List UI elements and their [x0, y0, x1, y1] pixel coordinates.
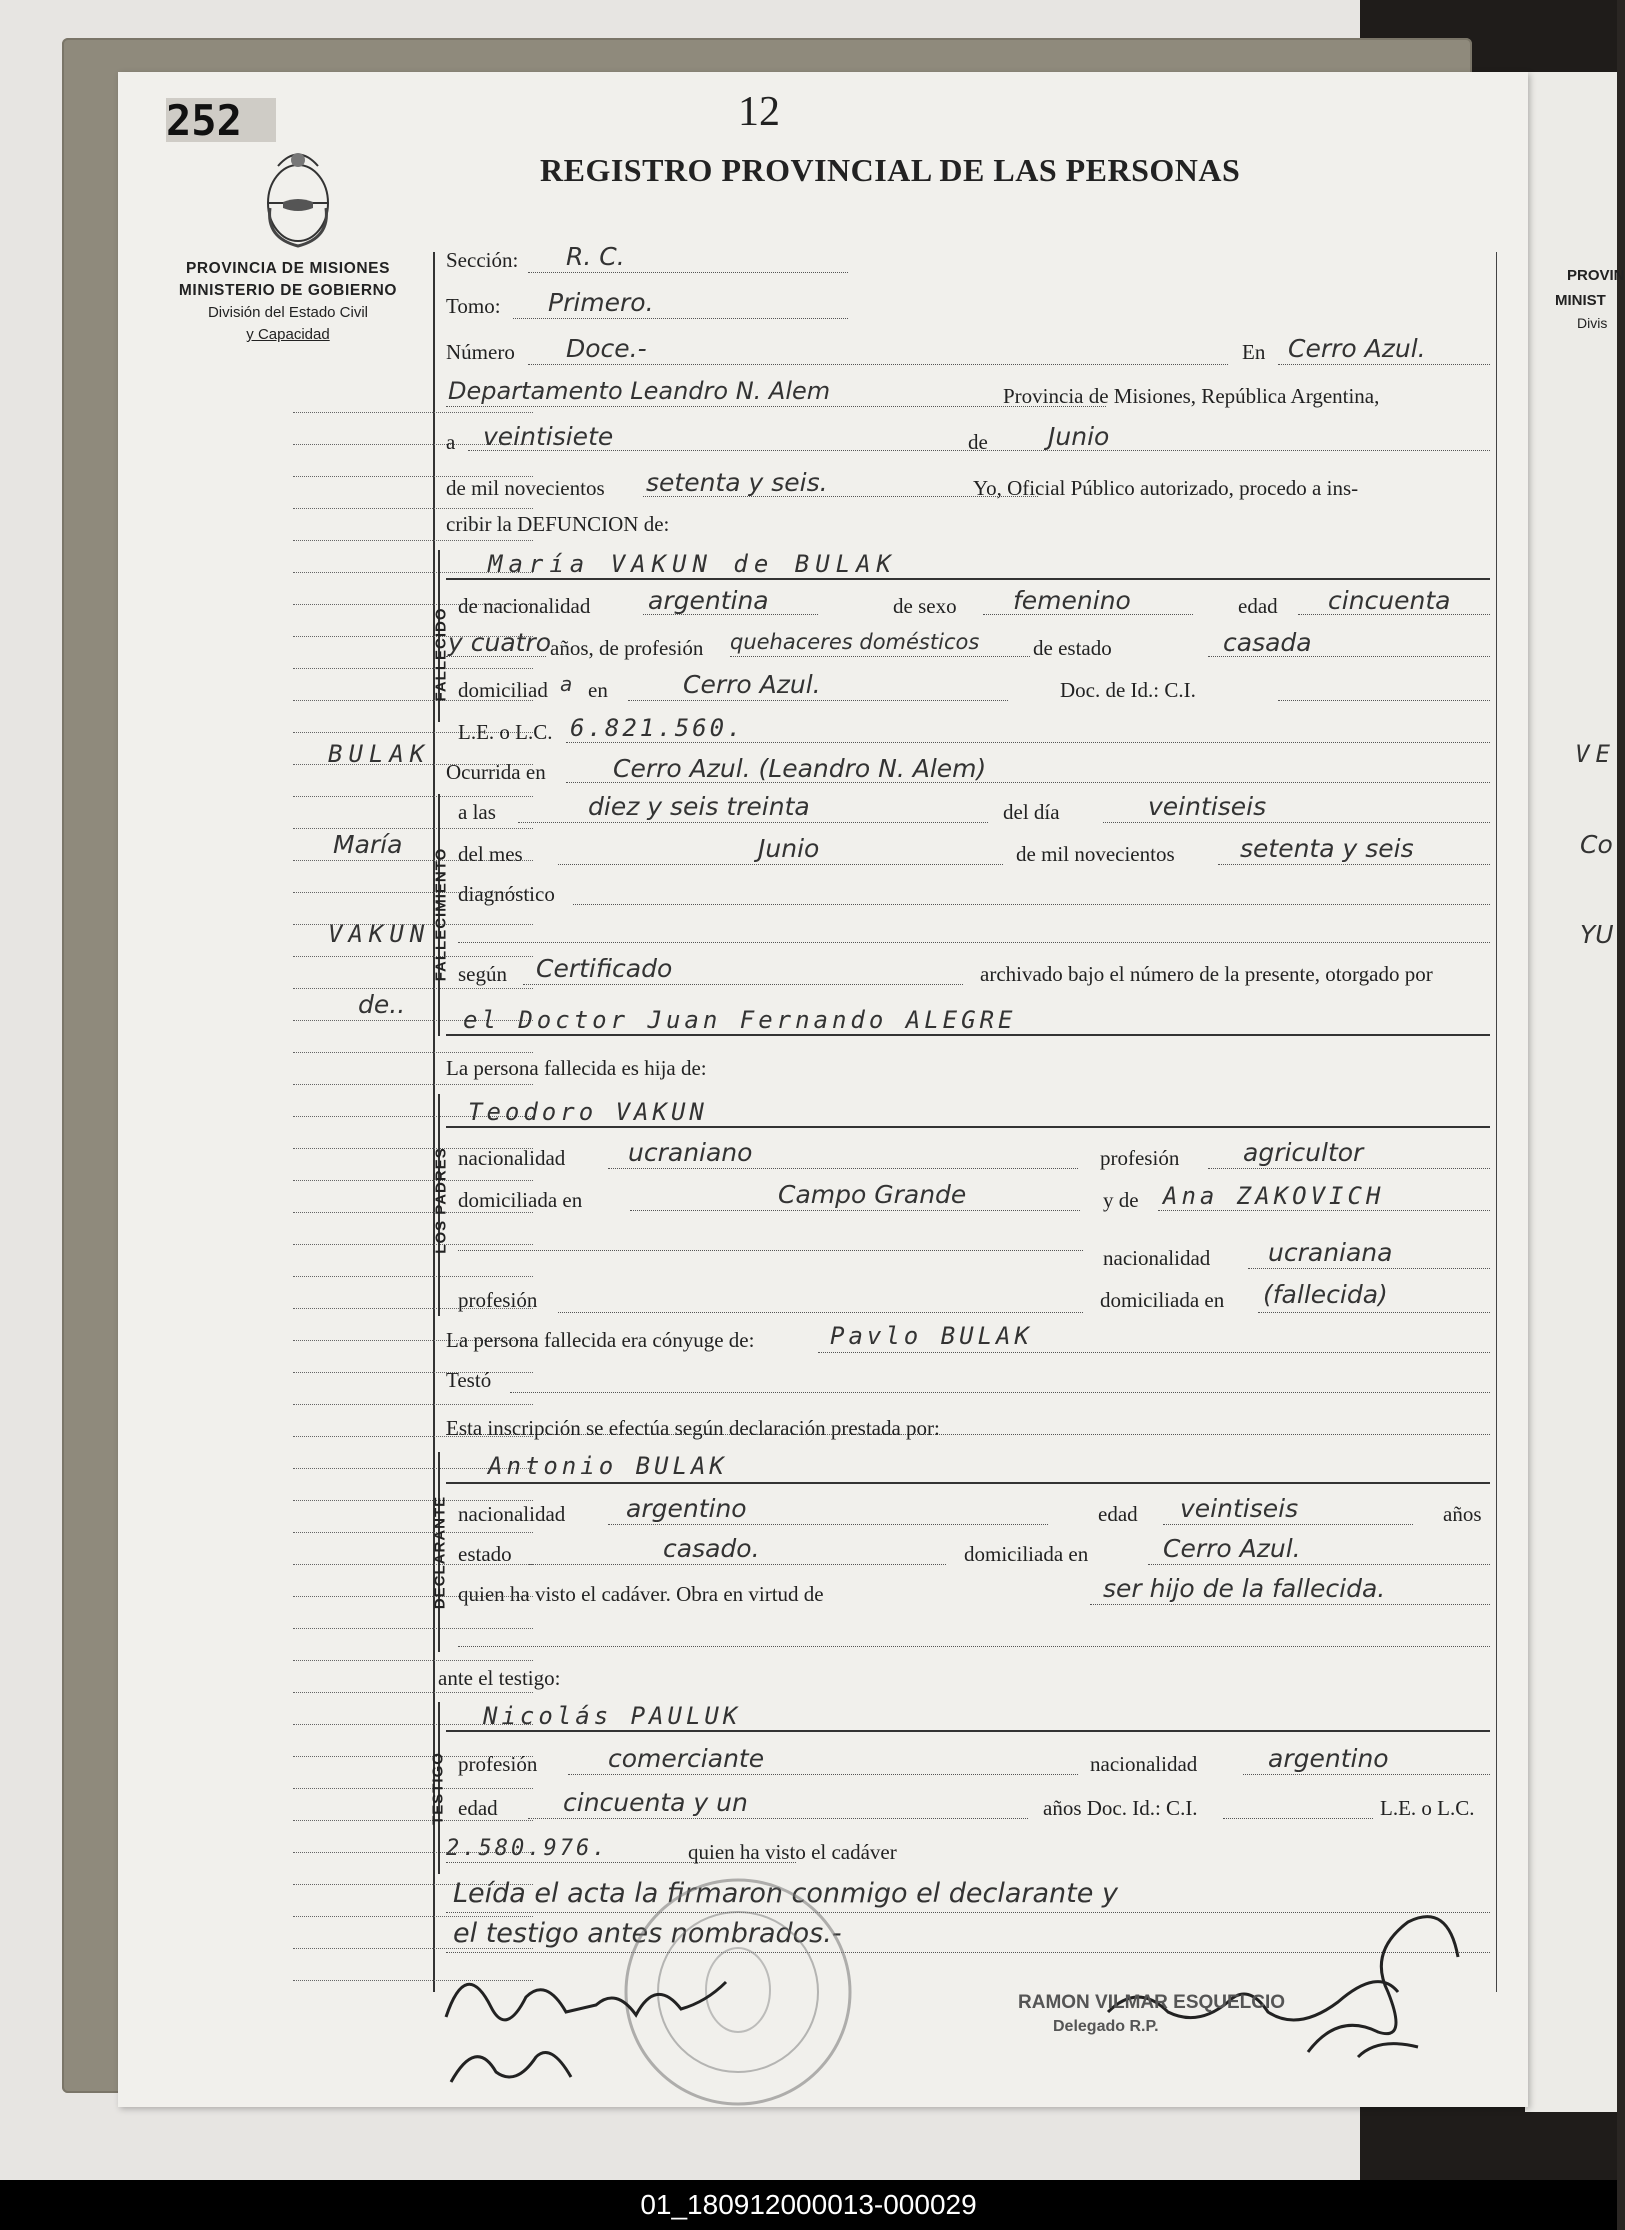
- fallecimiento-medico-line: [446, 1034, 1490, 1036]
- next-page-note-1: VE: [1575, 740, 1616, 768]
- declarante-edad-line: [1163, 1524, 1413, 1525]
- padre-domicilio: Campo Grande: [778, 1180, 967, 1209]
- numero-label: Número: [446, 340, 515, 364]
- madre-domicilio-line: [1258, 1312, 1490, 1313]
- conyuge-value: Pavlo BULAK: [830, 1322, 1033, 1350]
- testigo-profesion-label: profesión: [458, 1752, 538, 1776]
- numero-line: [528, 364, 1228, 365]
- fallecimiento-mes-line: [558, 864, 1003, 865]
- fallecido-le-value: 6.821.560.: [570, 714, 745, 742]
- declarante-nacionalidad: argentino: [626, 1494, 747, 1523]
- fallecido-edad-line: [1298, 614, 1490, 615]
- seccion-line: [528, 272, 848, 273]
- numero-value: Doce.-: [566, 334, 647, 363]
- fallecimiento-hora: diez y seis treinta: [588, 792, 810, 821]
- fallecimiento-segun-value: Certificado: [536, 954, 673, 983]
- declarante-nombre-line: [446, 1482, 1490, 1484]
- fallecido-profesion-line: [730, 656, 1030, 657]
- declarante-blank-line: [458, 1646, 1490, 1647]
- coat-of-arms-icon: [258, 138, 338, 248]
- mes-value: Junio: [1048, 422, 1110, 451]
- fallecido-estado-line: [1208, 656, 1490, 657]
- mes-line: [1013, 450, 1490, 451]
- fallecido-estado: casada: [1223, 628, 1312, 657]
- fallecimiento-mes: Junio: [758, 834, 820, 863]
- testo-line: [510, 1392, 1490, 1393]
- cierre-line-1: Leída el acta la firmaron conmigo el declarante y: [453, 1878, 1118, 1909]
- ocurrida-line: [566, 782, 1490, 783]
- en-value: Cerro Azul.: [1288, 334, 1426, 363]
- fallecido-nombre: María VAKUN de BULAK: [488, 550, 897, 578]
- en-label: En: [1242, 340, 1266, 364]
- padre-nombre: Teodoro VAKUN: [468, 1098, 708, 1126]
- declarante-section-label: DECLARANTE: [431, 1495, 449, 1610]
- fallecido-profesion: quehaceres domésticos: [730, 630, 980, 654]
- left-column-divider: [433, 252, 435, 1992]
- testo-label: Testó: [446, 1368, 492, 1392]
- declarante-nacionalidad-line: [608, 1524, 1048, 1525]
- fallecimiento-mes-label: del mes: [458, 842, 523, 866]
- next-page-line2: MINIST: [1555, 292, 1606, 309]
- padre-profesion-label: profesión: [1100, 1146, 1180, 1170]
- province-label: PROVINCIA DE MISIONES: [185, 260, 391, 277]
- fallecimiento-anio: setenta y seis: [1240, 834, 1414, 863]
- fallecido-doc-label: Doc. de Id.: C.I.: [1060, 678, 1196, 702]
- fallecido-domiciliado-suffix: a: [560, 672, 573, 696]
- fallecido-estado-label: de estado: [1033, 636, 1112, 660]
- madre-blank-line: [458, 1250, 1083, 1251]
- madre-nacionalidad-line: [1248, 1268, 1490, 1269]
- mil-label: de mil novecientos: [446, 476, 605, 500]
- testigo-nacionalidad-line: [1243, 1774, 1490, 1775]
- fallecimiento-hora-label: a las: [458, 800, 496, 824]
- margin-note-surname: BULAK: [328, 740, 431, 768]
- declarante-edad-label: edad: [1098, 1502, 1138, 1526]
- fallecido-profesion-label: años, de profesión: [550, 636, 704, 660]
- fallecido-sexo: femenino: [1013, 586, 1131, 615]
- officer-name: RAMON VILMAR ESQUELCIO: [1018, 1992, 1286, 2013]
- inscribir-text: cribir la DEFUNCION de:: [446, 512, 670, 536]
- departamento-value: Departamento Leandro N. Alem: [448, 377, 831, 405]
- next-page: [1525, 72, 1625, 2112]
- fallecimiento-section-label: FALLECIMIENTO: [432, 847, 450, 982]
- testigo-edad: cincuenta y un: [563, 1788, 748, 1817]
- fallecimiento-diagnostico-line2: [458, 942, 1490, 943]
- fallecido-nombre-line: [446, 578, 1490, 580]
- next-page-note-3: YU: [1580, 920, 1614, 949]
- margin-note-de: de..: [358, 990, 406, 1019]
- padre-nacionalidad-line: [608, 1168, 1078, 1169]
- capacity-label: y Capacidad: [246, 326, 330, 343]
- declarante-nacionalidad-label: nacionalidad: [458, 1502, 566, 1526]
- padre-domiciliada-label: domiciliada en: [458, 1188, 583, 1212]
- division-label: División del Estado Civil: [207, 304, 369, 321]
- signatures-left-icon: [436, 1887, 956, 2102]
- declarante-virtud: ser hijo de la fallecida.: [1103, 1574, 1386, 1603]
- officer-title: Delegado R.P.: [1053, 2018, 1159, 2035]
- fallecimiento-anio-line: [1218, 864, 1490, 865]
- declarante-edad: veintiseis: [1180, 1494, 1299, 1523]
- padre-domicilio-line: [630, 1210, 1080, 1211]
- fallecimiento-diagnostico-line: [573, 904, 1490, 905]
- ocurrida-value: Cerro Azul. (Leandro N. Alem): [613, 754, 987, 783]
- testigo-profesion-line: [568, 1774, 1078, 1775]
- fallecimiento-segun-line: [523, 984, 963, 985]
- padres-section-label: LOS PADRES: [432, 1147, 450, 1254]
- declarante-estado: casado.: [663, 1534, 760, 1563]
- de-label: de: [968, 430, 988, 454]
- declarante-estado-label: estado: [458, 1542, 512, 1566]
- madre-nacionalidad-label: nacionalidad: [1103, 1246, 1211, 1270]
- fallecido-section-label: FALLECIDO: [432, 607, 450, 702]
- y-de-label: y de: [1103, 1188, 1139, 1212]
- oficial-text: Yo, Oficial Público autorizado, procedo a ins-: [973, 476, 1359, 500]
- padre-nacionalidad: ucraniano: [628, 1138, 753, 1167]
- madre-nombre-line: [1158, 1210, 1490, 1211]
- declarante-estado-line: [528, 1564, 946, 1565]
- tomo-value: Primero.: [548, 288, 654, 317]
- right-border: [1496, 252, 1497, 1992]
- testigo-doc-line: [1223, 1818, 1373, 1819]
- declarante-cadaver-text: quien ha visto el cadáver. Obra en virtud de: [458, 1582, 824, 1606]
- signature-officer-icon: [1078, 1862, 1498, 2092]
- seccion-value: R. C.: [566, 242, 625, 271]
- declaracion-text: Esta inscripción se efectúa según declaración prestada por:: [446, 1416, 940, 1440]
- testigo-edad-line: [528, 1818, 1028, 1819]
- fallecido-en-label: en: [588, 678, 608, 702]
- provincia-text: Provincia de Misiones, República Argentina,: [1003, 384, 1380, 408]
- padre-nombre-line: [446, 1126, 1490, 1128]
- fallecido-nacionalidad-label: de nacionalidad: [458, 594, 591, 618]
- testigo-edad-label: edad: [458, 1796, 498, 1820]
- ministry-label: MINISTERIO DE GOBIERNO: [178, 282, 398, 299]
- next-page-note-2: Co: [1580, 830, 1613, 859]
- declarante-anios-label: años: [1443, 1502, 1482, 1526]
- register-page: [118, 72, 1528, 2107]
- anio-value: setenta y seis.: [646, 468, 828, 497]
- testigo-nombre: Nicolás PAULUK: [483, 1702, 742, 1730]
- next-page-line1: PROVIN: [1567, 267, 1625, 284]
- testigo-doc-label: años Doc. Id.: C.I.: [1043, 1796, 1198, 1820]
- conyuge-label: La persona fallecida era cónyuge de:: [446, 1328, 755, 1352]
- testigo-nacionalidad-label: nacionalidad: [1090, 1752, 1198, 1776]
- declarante-domiciliada-label: domiciliada en: [964, 1542, 1089, 1566]
- fallecido-le-line: [566, 742, 1490, 743]
- tomo-line: [513, 318, 848, 319]
- testigo-nombre-line: [446, 1730, 1490, 1732]
- page-title: REGISTRO PROVINCIAL DE LAS PERSONAS: [540, 152, 1241, 188]
- madre-nacionalidad: ucraniana: [1268, 1238, 1393, 1267]
- padre-nacionalidad-label: nacionalidad: [458, 1146, 566, 1170]
- testigo-nacionalidad: argentino: [1268, 1744, 1389, 1773]
- fallecido-domicilio-line: [628, 700, 1008, 701]
- declarante-domicilio-line: [1148, 1564, 1490, 1565]
- fallecido-le-label: L.E. o L.C.: [458, 720, 553, 744]
- fallecido-doc-line: [1278, 700, 1490, 701]
- madre-domicilio: (fallecida): [1263, 1280, 1388, 1309]
- testigo-section-label: TESTIGO: [429, 1752, 447, 1825]
- fallecimiento-dia-label: del día: [1003, 800, 1060, 824]
- fallecimiento-diagnostico-label: diagnóstico: [458, 882, 555, 906]
- fallecimiento-mil-label: de mil novecientos: [1016, 842, 1175, 866]
- declarante-virtud-line: [1090, 1604, 1490, 1605]
- seccion-label: Sección:: [446, 248, 519, 272]
- fallecimiento-dia-line: [1103, 822, 1490, 823]
- fallecimiento-dia: veintiseis: [1148, 792, 1267, 821]
- fallecido-domicilio: Cerro Azul.: [683, 670, 821, 699]
- stamp-number: 252: [166, 96, 242, 145]
- margin-note-maiden: VAKUN: [328, 920, 431, 948]
- conyuge-line: [818, 1352, 1490, 1353]
- testigo-le-label: L.E. o L.C.: [1380, 1796, 1475, 1820]
- fallecimiento-hora-line: [518, 822, 988, 823]
- next-page-line3: Divis: [1577, 315, 1608, 331]
- testigo-profesion: comerciante: [608, 1744, 765, 1773]
- page-number: 12: [738, 89, 780, 135]
- padre-profesion-line: [1208, 1168, 1490, 1169]
- padre-profesion: agricultor: [1243, 1138, 1364, 1167]
- left-header: [138, 258, 438, 346]
- fallecido-nacionalidad: argentina: [648, 586, 769, 615]
- declarante-nombre: Antonio BULAK: [488, 1452, 728, 1480]
- fallecimiento-archivado-text: archivado bajo el número de la presente, otorgado por: [980, 962, 1433, 986]
- fallecido-sexo-label: de sexo: [893, 594, 957, 618]
- fallecido-edad2: y cuatro: [448, 628, 552, 657]
- tomo-label: Tomo:: [446, 294, 501, 318]
- fallecido-sexo-line: [983, 614, 1193, 615]
- fallecimiento-medico: el Doctor Juan Fernando ALEGRE: [463, 1006, 1017, 1034]
- testigo-cadaver-text: quien ha visto el cadáver: [688, 1840, 897, 1864]
- a-label: a: [446, 430, 456, 454]
- madre-profesion-line: [558, 1312, 1083, 1313]
- ocurrida-label: Ocurrida en: [446, 760, 546, 784]
- declarante-domicilio: Cerro Azul.: [1163, 1534, 1301, 1563]
- en-line: [1278, 364, 1490, 365]
- hija-de-label: La persona fallecida es hija de:: [446, 1056, 707, 1080]
- fallecido-nacionalidad-line: [643, 614, 818, 615]
- fallecido-edad1: cincuenta: [1328, 586, 1451, 615]
- fallecimiento-segun-label: según: [458, 962, 507, 986]
- ante-testigo-label: ante el testigo:: [438, 1666, 561, 1690]
- madre-nombre: Ana ZAKOVICH: [1163, 1182, 1385, 1210]
- fallecido-domiciliado-label: domiciliad: [458, 678, 548, 702]
- madre-domiciliada-label: domiciliada en: [1100, 1288, 1225, 1312]
- cierre-line-2: el testigo antes nombrados.-: [453, 1918, 842, 1949]
- margin-note-name: María: [333, 830, 403, 859]
- fallecido-edad-label: edad: [1238, 594, 1278, 618]
- testigo-le-value: 2.580.976.: [446, 1836, 609, 1861]
- fallecido-edad2-line: [446, 656, 546, 657]
- madre-profesion-label: profesión: [458, 1288, 538, 1312]
- image-id-footer: 01_180912000013-000029: [0, 2180, 1617, 2230]
- dia-value: veintisiete: [483, 422, 614, 451]
